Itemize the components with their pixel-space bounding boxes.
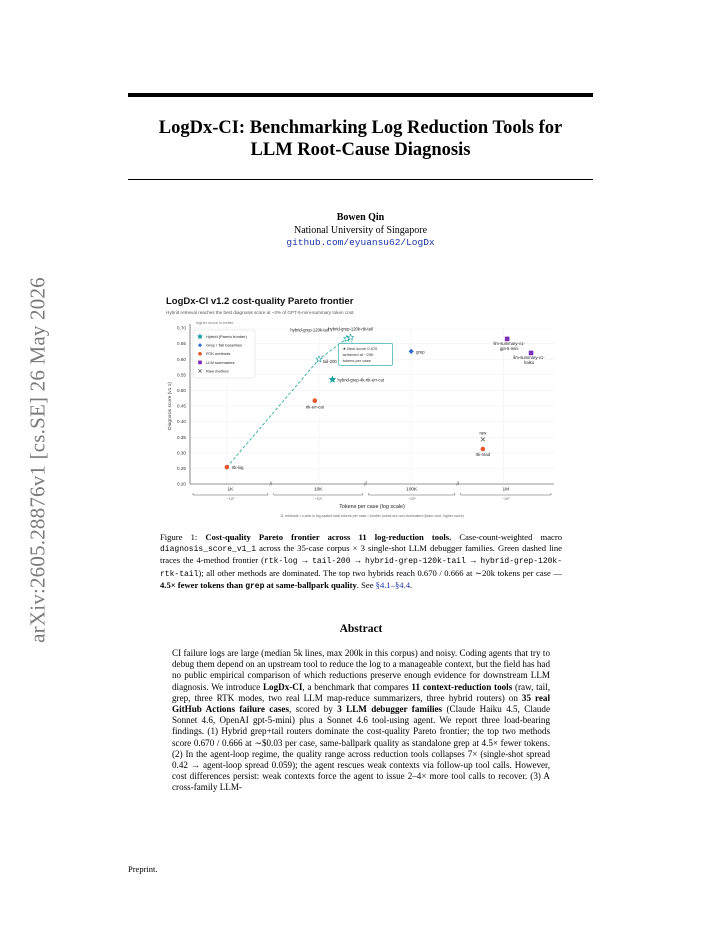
y-tick-label: 0.50 bbox=[177, 388, 186, 393]
point-label: hybrid-grep-120k-tail bbox=[290, 327, 329, 333]
x-subtick-label: ~10⁴ bbox=[314, 497, 323, 501]
point-label: gpt-5-mini bbox=[499, 345, 519, 351]
abstract-heading: Abstract bbox=[339, 623, 383, 635]
paper-title: LogDx-CI: Benchmarking Log Reduction Tools for LLM Root-Cause Diagnosis bbox=[158, 118, 563, 160]
x-subtick-label: ~10³ bbox=[226, 497, 235, 501]
pareto-chart bbox=[160, 290, 562, 522]
y-tick-label: 0.60 bbox=[177, 356, 186, 362]
arxiv-stamp: arXiv:2605.28876v1 [cs.SE] 26 May 2026 bbox=[25, 277, 50, 643]
author-name: Bowen Qin bbox=[336, 212, 385, 223]
axis-break: // bbox=[364, 481, 367, 488]
y-tick-label: 0.40 bbox=[177, 419, 186, 425]
repo-link[interactable]: github.com/eyuansu62/LogDx bbox=[286, 237, 435, 248]
title-rule-bottom bbox=[128, 179, 593, 180]
point-label: llm-summary-v1- bbox=[513, 354, 545, 360]
legend-marker-llm bbox=[198, 361, 202, 365]
axis-break: // bbox=[456, 481, 460, 488]
y-tick-label: 0.35 bbox=[177, 434, 186, 440]
point-label: haiku bbox=[524, 359, 535, 365]
y-tick-label: 0.20 bbox=[177, 481, 186, 487]
point-label: hybrid-grep-4k-rtk-err-cat bbox=[337, 377, 385, 383]
axis-break: // bbox=[269, 481, 273, 488]
preprint-footer: Preprint. bbox=[128, 864, 158, 874]
author-affiliation: National University of Singapore bbox=[293, 224, 428, 236]
callout-text: achieved at ~20K bbox=[342, 351, 374, 357]
x-subtick-label: ~10⁵ bbox=[407, 497, 416, 501]
callout-text: ★ Best score 0.670 bbox=[342, 345, 378, 351]
callout-text: tokens per case bbox=[342, 357, 371, 363]
x-tick-label: 100K bbox=[406, 487, 418, 493]
higher-note: higher score is better bbox=[196, 320, 234, 325]
legend-label: RTK methods bbox=[206, 351, 231, 357]
legend-label: Grep / Tail baselines bbox=[206, 342, 243, 348]
point-label: rtk-err-cat bbox=[305, 404, 324, 410]
legend-marker-rtk bbox=[198, 352, 202, 356]
chart-subtitle: Hybrid retrieval reaches the best diagnosis score at ~3% of GPT-5-mini-summary token cost. bbox=[166, 310, 355, 315]
point-label: tail-200 bbox=[323, 359, 337, 365]
y-tick-label: 0.55 bbox=[177, 372, 186, 378]
figure-caption: Figure 1: Cost-quality Pareto frontier across 11 log-reduction tools. Case-count-weighted macro diagnosis_score_v1_1 across the 35-case corpus × 3 single-shot LLM debugger families. Green dashed line traces the 4-method frontier (rtk-log → tail-200 → hybrid-grep-120k-tail → hybrid-grep-120k-rtk-tail); all other methods are dominated. The top two hybrids reach 0.670 / 0.666 at ∼20k tokens per case — 4.5× fewer tokens than grep at same-ballpark quality. See §4.1–§4.4. bbox=[160, 532, 563, 591]
title-rule-top bbox=[128, 93, 593, 97]
point-rtk-read bbox=[481, 447, 486, 452]
point-label: grep bbox=[416, 349, 425, 355]
chart-footer: 11 methods • x-axis is log-scaled total tokens per case • frontier points are non-dominated (lower cost, higher score) bbox=[280, 514, 464, 518]
point-rtk-err-cat bbox=[312, 398, 317, 403]
legend-label: Hybrid (Pareto frontier) bbox=[206, 334, 247, 339]
x-subtick-label: ~10⁶ bbox=[501, 497, 510, 501]
pareto-figure bbox=[160, 290, 562, 522]
section-link[interactable]: §4.1–§4.4 bbox=[375, 579, 411, 590]
x-tick-label: 10K bbox=[313, 487, 323, 493]
point-label: llm-summary-v1- bbox=[493, 340, 525, 346]
author-block bbox=[128, 212, 593, 250]
legend-label: Raw method bbox=[206, 368, 229, 374]
y-tick-label: 0.45 bbox=[177, 403, 186, 409]
legend-label: LLM summaries bbox=[206, 359, 235, 365]
y-tick-label: 0.70 bbox=[177, 325, 186, 331]
y-tick-label: 0.65 bbox=[177, 341, 186, 347]
y-tick-label: 0.25 bbox=[177, 466, 186, 471]
x-tick-label: 1K bbox=[227, 487, 234, 493]
point-label: rtk-log bbox=[231, 465, 244, 471]
y-tick-label: 0.30 bbox=[177, 450, 186, 456]
chart-title: LogDx-CI v1.2 cost-quality Pareto frontier bbox=[166, 296, 354, 307]
point-label: hybrid-grep-120k-rtk-tail bbox=[328, 326, 373, 332]
point-label: raw bbox=[479, 430, 487, 436]
abstract-body: CI failure logs are large (median 5k lines, max 200k in this corpus) and noisy. Coding agents that try to debug them depend on an upstream tool to reduce the log to a manageable context, but the field has had no public empirical comparison of which reductions preserve enough evidence for downstream LLM diagnosis. We introduce LogDx-CI, a benchmark that compares 11 context-reduction tools (raw, tail, grep, three RTK modes, two real LLM map-reduce summarizers, three hybrid routers) on 35 real GitHub Actions failure cases, scored by 3 LLM debugger families (Claude Haiku 4.5, Claude Sonnet 4.6, OpenAI gpt-5-mini) plus a Sonnet 4.6 tool-using agent. We report three load-bearing findings. (1) Hybrid grep+tail routers dominate the cost-quality Pareto frontier; the top two methods score 0.670 / 0.666 at ∼$0.03 per case, same-ballpark quality as standalone grep at 4.5× fewer tokens. (2) In the agent-loop regime, the quality range across reduction tools collapses 7× (single-shot spread 0.42 → agent-loop spread 0.059); the agent rescues weak contexts via follow-up tool calls. However, cost differences persist: weak contexts force the agent to issue 2–4× more tool calls to recover. (3) A cross-family LLM- bbox=[172, 648, 550, 793]
point-label: rtk-read bbox=[475, 452, 491, 458]
y-axis-title: Diagnosis score (v1.1) bbox=[168, 382, 173, 430]
x-axis-title: Tokens per case (log scale) bbox=[339, 504, 405, 510]
x-tick-label: 1M bbox=[502, 487, 510, 493]
point-rtk-log bbox=[225, 465, 230, 470]
